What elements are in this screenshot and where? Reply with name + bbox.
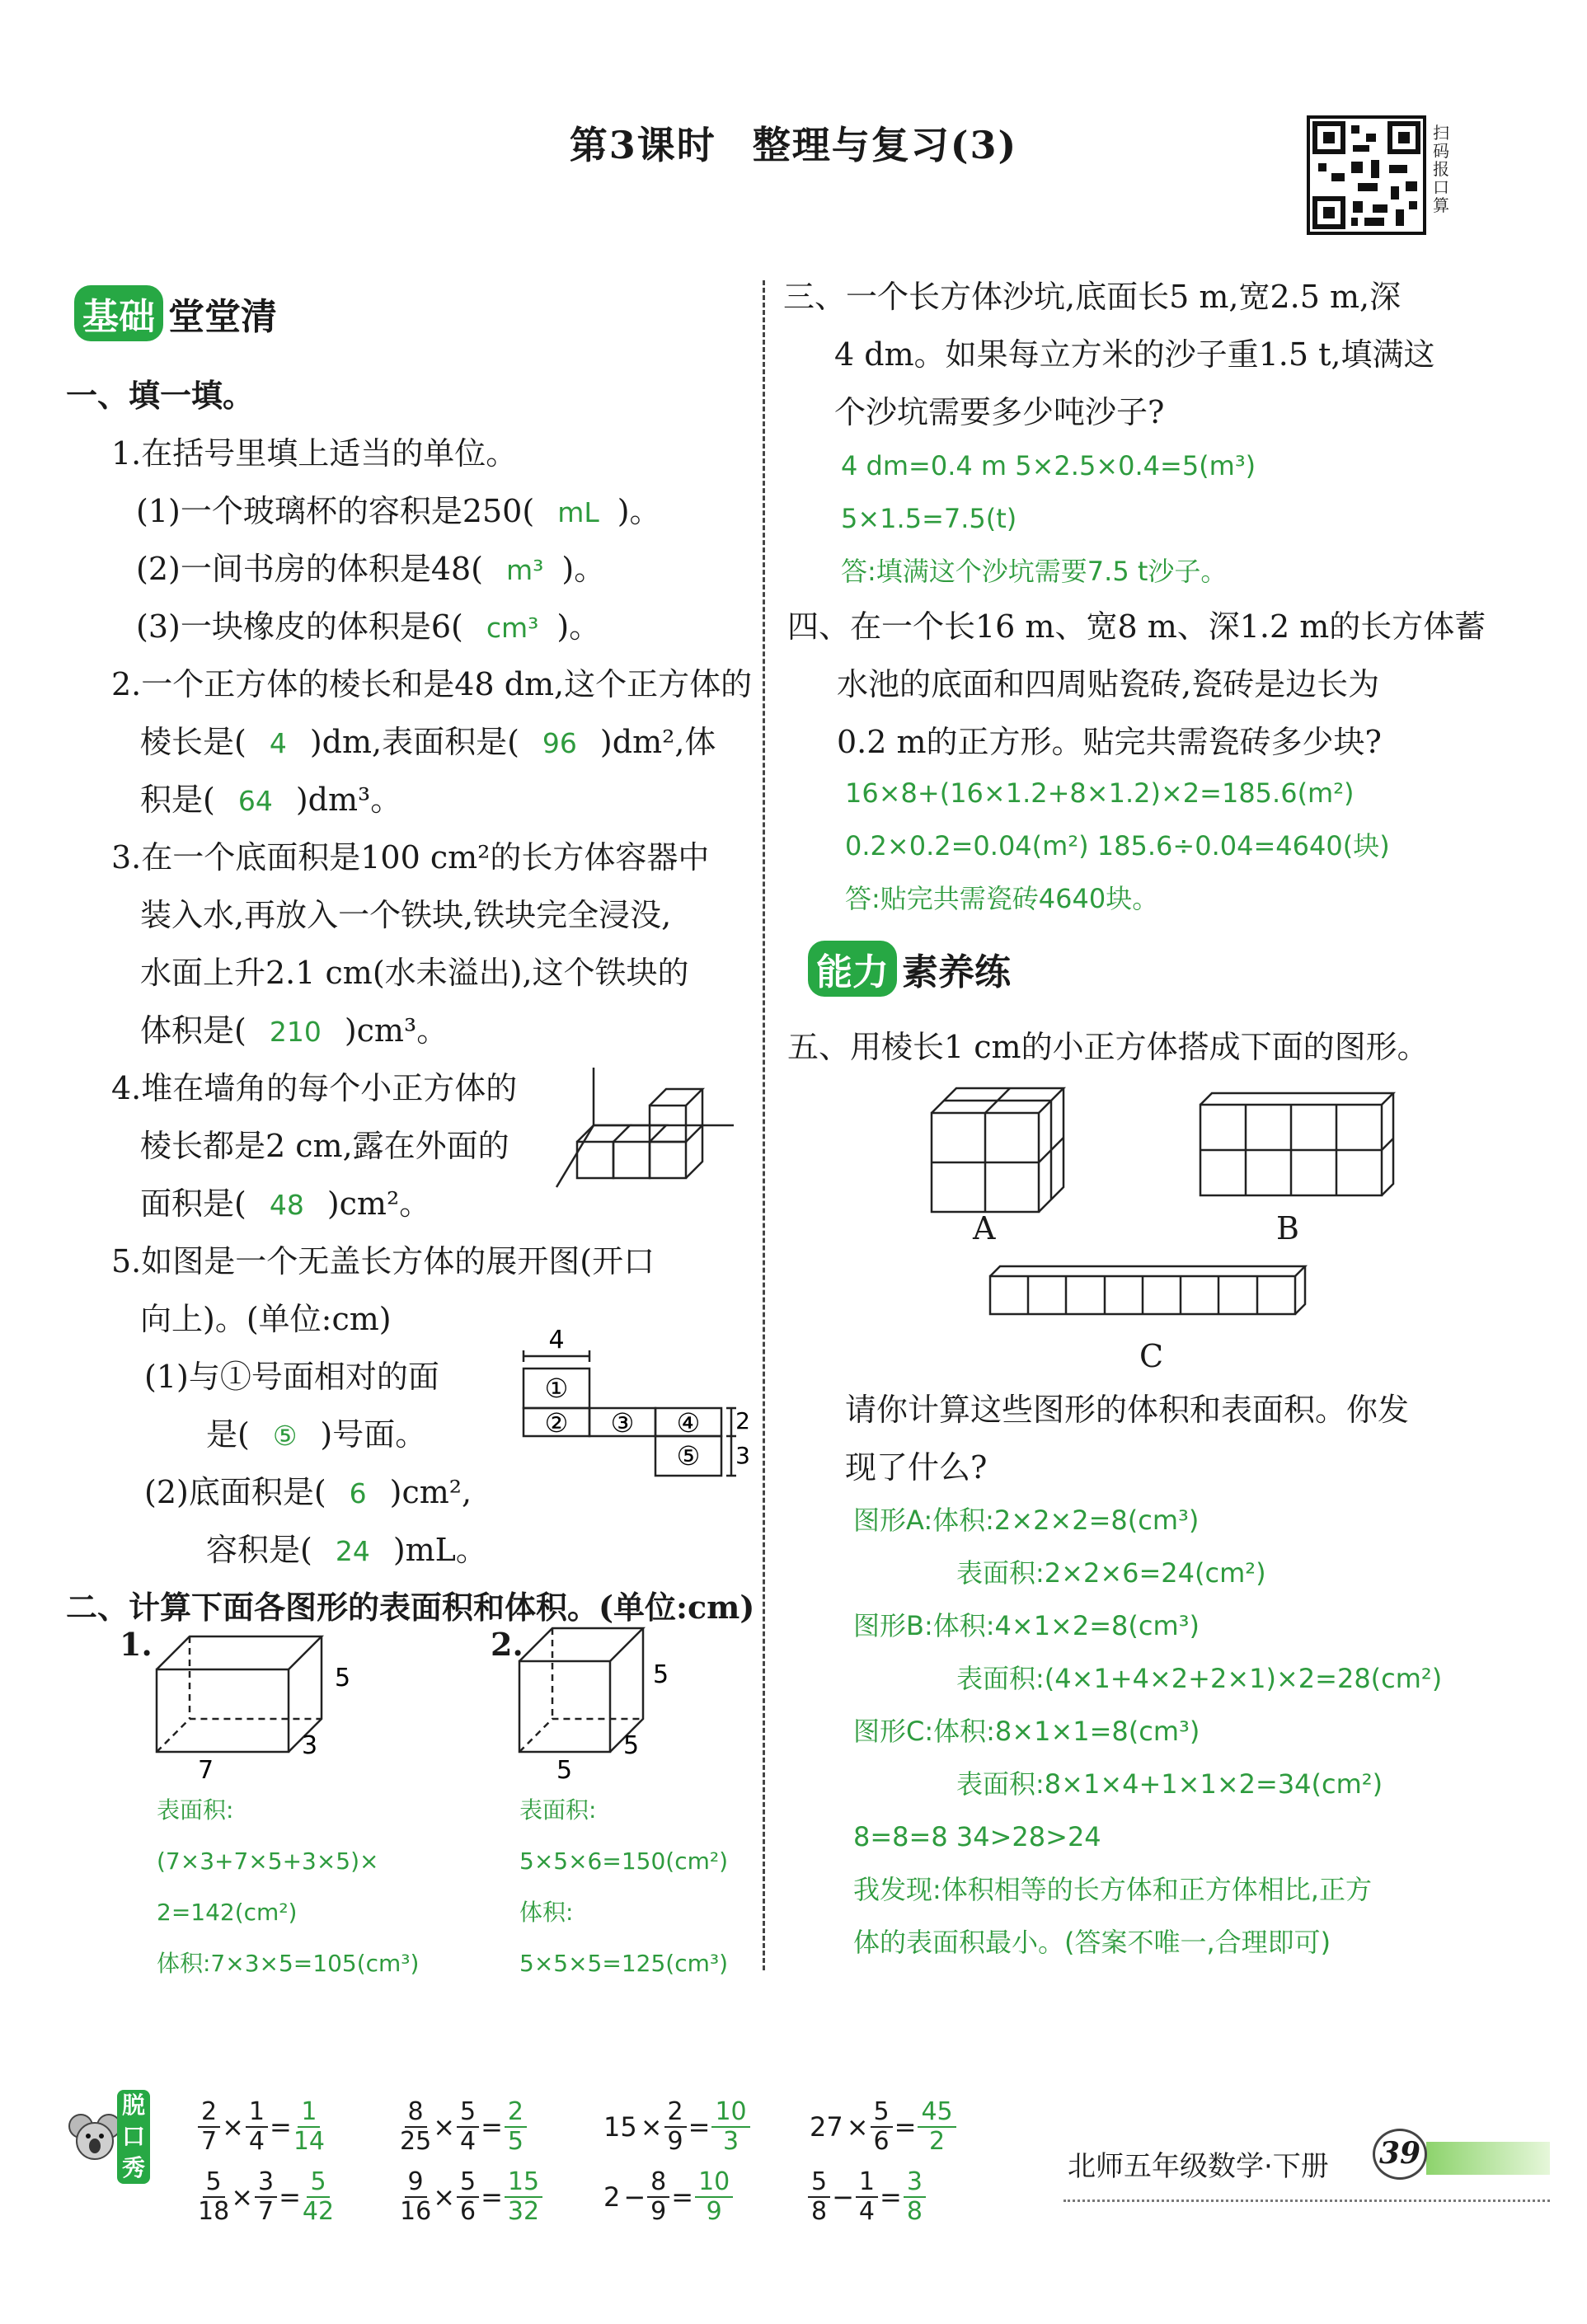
- oral-term: 6: [873, 2127, 890, 2156]
- part-three-answer-1: 4 dm=0.4 m 5×2.5×0.4=5(m³): [841, 450, 1256, 481]
- oral-term: 4: [858, 2197, 875, 2226]
- q2-text-b: )dm,表面积是(: [309, 724, 519, 760]
- oral-term: 16: [400, 2197, 432, 2226]
- q5-text-e: 容积是(: [206, 1532, 312, 1568]
- corner-cubes-figure: [552, 1059, 750, 1200]
- part-five-line1: 五、用棱长1 cm的小正方体搭成下面的图形。: [787, 1029, 1429, 1065]
- q3-text-b: )cm³。: [344, 1012, 448, 1049]
- q1-text: 1.在括号里填上适当的单位。: [111, 435, 518, 472]
- q3-line4: [140, 1002, 448, 1061]
- oral-term: 4: [460, 2127, 477, 2156]
- oral-item-2-2: [400, 2168, 542, 2226]
- part-three-answer-2: 5×1.5=7.5(t): [841, 503, 1017, 534]
- q5-text-b: )号面。: [320, 1416, 427, 1453]
- oral-term: 5: [507, 2127, 524, 2156]
- oral-term: 5: [871, 2098, 893, 2128]
- part-three-line1: 三、一个长方体沙坑,底面长5 m,宽2.5 m,深: [783, 279, 1402, 315]
- figure-a-cube: [923, 1080, 1088, 1220]
- oral-term: 2: [928, 2127, 946, 2156]
- q2-text-d: 积是(: [140, 782, 215, 818]
- oral-term: ×: [222, 2111, 244, 2143]
- qr-code[interactable]: [1307, 115, 1426, 235]
- oral-term: 1: [856, 2168, 878, 2198]
- q1a: [136, 482, 661, 542]
- fig-a-volume: 图形A:体积:2×2×2=8(cm³): [853, 1505, 1200, 1536]
- logo-char-3: 秀: [121, 2154, 145, 2181]
- oral-item-2-3: [602, 2168, 733, 2226]
- fig1-height: 5: [335, 1664, 351, 1693]
- fig-c-volume: 图形C:体积:8×1×1=8(cm³): [853, 1716, 1200, 1747]
- q4-line3: [140, 1175, 430, 1234]
- oral-item-2-4: [808, 2168, 926, 2226]
- q2-text-a: 棱长是(: [140, 724, 247, 760]
- fig1-answer-1: 表面积:: [157, 1796, 234, 1824]
- net-diagram: [515, 1323, 750, 1500]
- oral-term: 5: [457, 2098, 479, 2128]
- koala-icon: [66, 2108, 124, 2166]
- fig2-answer-3: 体积:: [519, 1899, 574, 1926]
- equals-sign: =: [481, 2181, 503, 2213]
- finding-line1: 我发现:体积相等的长方体和正方体相比,正方: [853, 1874, 1372, 1905]
- fig2-width: 5: [623, 1731, 640, 1760]
- part-four-line1: 四、在一个长16 m、宽8 m、深1.2 m的长方体蓄: [787, 608, 1486, 645]
- qr-caption: 扫码报口算: [1433, 123, 1449, 215]
- figure-c-cuboid: [985, 1261, 1315, 1319]
- oral-term: ×: [433, 2111, 455, 2143]
- banner-highlight: 基础: [74, 285, 163, 341]
- fig1-answer-2: (7×3+7×5+3×5)×: [157, 1847, 379, 1875]
- q5-sub3: [206, 1521, 487, 1580]
- q5-text-d: )cm²,: [389, 1474, 472, 1510]
- q5-line2: 向上)。(单位:cm): [140, 1301, 392, 1337]
- oral-term: 15: [603, 2111, 637, 2143]
- q4-text-a: 面积是(: [140, 1185, 247, 1222]
- finding-line2: 体的表面积最小。(答案不唯一,合理即可): [853, 1927, 1331, 1958]
- figure-c-label: C: [1139, 1338, 1164, 1374]
- footer-bar: [1426, 2142, 1550, 2175]
- q1c-answer: cm³: [486, 612, 539, 644]
- oral-term: 15: [505, 2168, 542, 2198]
- q4-answer: 48: [269, 1189, 304, 1221]
- q4-line2: 棱长都是2 cm,露在外面的: [140, 1128, 509, 1164]
- q1b: [136, 540, 605, 599]
- column-divider: [763, 280, 765, 1970]
- banner-text: 堂堂清: [168, 296, 277, 338]
- oral-term: 8: [906, 2197, 923, 2226]
- oral-term: 42: [302, 2197, 335, 2226]
- net-face-2: ②: [544, 1407, 569, 1439]
- fig-b-area: 表面积:(4×1+4×2+2×1)×2=28(cm²): [956, 1663, 1443, 1694]
- oral-term: 7: [258, 2197, 275, 2226]
- oral-term: 7: [201, 2127, 218, 2156]
- oral-term: 18: [198, 2197, 230, 2226]
- oral-term: 2: [603, 2181, 621, 2213]
- oral-term: 6: [460, 2197, 477, 2226]
- oral-item-2-1: [198, 2168, 334, 2226]
- fig2-height: 5: [653, 1660, 669, 1689]
- net-face-5: ⑤: [676, 1440, 701, 1472]
- q2-text-e: )dm³。: [295, 782, 402, 818]
- equals-sign: =: [671, 2181, 694, 2213]
- oral-term: ×: [640, 2111, 663, 2143]
- qr-code-icon: [1310, 119, 1423, 232]
- q2-text-c: )dm²,体: [599, 724, 716, 760]
- oral-term: 5: [457, 2168, 479, 2198]
- oral-item-1-3: [602, 2098, 750, 2156]
- fig-c-area: 表面积:8×1×4+1×1×2=34(cm²): [956, 1768, 1383, 1800]
- figure-b-cuboid: [1195, 1088, 1410, 1204]
- q1c-end: )。: [556, 608, 601, 645]
- q2-answer-edge: 4: [269, 727, 287, 759]
- oral-term: 9: [667, 2127, 683, 2156]
- part-five-question-2: 现了什么?: [845, 1449, 988, 1486]
- cuboid-figure-1: [140, 1620, 354, 1785]
- part-four-line2: 水池的底面和四周贴瓷砖,瓷砖是边长为: [837, 666, 1380, 702]
- net-face-4: ④: [676, 1407, 701, 1439]
- footer-rule: [1063, 2200, 1550, 2202]
- oral-term: 2: [198, 2098, 220, 2128]
- oral-term: 1: [298, 2098, 320, 2128]
- comparison: 8=8=8 34>28>24: [853, 1821, 1101, 1852]
- part-one-heading: 一、填一填。: [66, 377, 255, 414]
- part-two-heading: 二、计算下面各图形的表面积和体积。(单位:cm): [66, 1589, 755, 1626]
- fig-b-volume: 图形B:体积:4×1×2=8(cm³): [853, 1610, 1200, 1641]
- net-label-length: 3: [735, 1442, 750, 1469]
- q1b-text: (2)一间书房的体积是48(: [136, 551, 484, 587]
- fig2-answer-1: 表面积:: [519, 1796, 597, 1824]
- q2-line1: 2.一个正方体的棱长和是48 dm,这个正方体的: [111, 666, 753, 702]
- oral-term: 25: [400, 2127, 432, 2156]
- q1c: [136, 598, 600, 657]
- banner-text: 素养练: [902, 951, 1011, 993]
- part-four-line3: 0.2 m的正方形。贴完共需瓷砖多少块?: [837, 724, 1382, 760]
- q5-text-a: 是(: [206, 1416, 250, 1453]
- net-face-3: ③: [610, 1407, 635, 1439]
- oral-term: 3: [722, 2127, 740, 2156]
- oral-item-1-4: [808, 2098, 956, 2156]
- fig1-length: 7: [198, 1756, 214, 1785]
- q1b-end: )。: [561, 551, 606, 587]
- q3-line3: 水面上升2.1 cm(水未溢出),这个铁块的: [140, 955, 689, 991]
- oral-term: ×: [231, 2181, 253, 2213]
- oral-term: 3: [904, 2168, 926, 2198]
- oral-term: −: [623, 2181, 646, 2213]
- lesson-title: 整理与复习(3): [752, 123, 1018, 167]
- oral-term: 8: [811, 2197, 828, 2226]
- q2-answer-volume: 64: [237, 785, 273, 817]
- equals-sign: =: [270, 2111, 292, 2143]
- fig1-width: 3: [302, 1731, 318, 1760]
- oral-term: 4: [248, 2127, 265, 2156]
- fig-a-area: 表面积:2×2×6=24(cm²): [956, 1557, 1266, 1589]
- q5-answer-face: ⑤: [272, 1420, 298, 1452]
- net-label-width: 4: [548, 1326, 565, 1354]
- fig2-number: 2.: [491, 1626, 524, 1663]
- oral-term: 9: [405, 2168, 427, 2198]
- q1a-answer: mL: [557, 496, 599, 528]
- part-three-line3: 个沙坑需要多少吨沙子?: [834, 394, 1165, 430]
- q5-text-c: (2)底面积是(: [144, 1474, 326, 1510]
- oral-term: 5: [808, 2168, 830, 2198]
- oral-item-1-1: [198, 2098, 325, 2156]
- oral-term: ×: [433, 2181, 455, 2213]
- q3-line2: 装入水,再放入一个铁块,铁块完全浸没,: [140, 897, 672, 933]
- oral-term: 2: [505, 2098, 527, 2128]
- fig2-answer-4: 5×5×5=125(cm³): [519, 1950, 729, 1977]
- q2-line2: [140, 713, 716, 772]
- q1c-text: (3)一块橡皮的体积是6(: [136, 608, 463, 645]
- q5-sub2: [144, 1463, 472, 1523]
- oral-term: 1: [246, 2098, 268, 2128]
- q1b-answer: m³: [506, 554, 544, 586]
- oral-term: 5: [307, 2168, 329, 2198]
- oral-term: 14: [293, 2127, 325, 2156]
- cube-figure-2: [511, 1620, 676, 1785]
- oral-term: 2: [664, 2098, 687, 2128]
- q5-text-f: )mL。: [392, 1532, 487, 1568]
- page-number: 39: [1373, 2129, 1427, 2180]
- oral-item-1-2: [400, 2098, 527, 2156]
- q4-line1: 4.堆在墙角的每个小正方体的: [111, 1070, 518, 1106]
- part-five-question-1: 请你计算这些图形的体积和表面积。你发: [845, 1392, 1410, 1428]
- oral-term: 5: [203, 2168, 225, 2198]
- oral-term: 9: [706, 2197, 722, 2226]
- section-banner-ability: [808, 940, 1011, 998]
- q1a-text: (1)一个玻璃杯的容积是250(: [136, 493, 535, 529]
- equals-sign: =: [279, 2181, 301, 2213]
- section-banner-basic: [74, 284, 277, 342]
- oral-term: 9: [650, 2197, 667, 2226]
- oral-term: 3: [255, 2168, 277, 2198]
- q5-sub1-b: [206, 1406, 426, 1465]
- equals-sign: =: [880, 2181, 902, 2213]
- q2-answer-area: 96: [542, 727, 577, 759]
- q1a-end: )。: [617, 493, 661, 529]
- q5-answer-base: 6: [349, 1477, 367, 1509]
- part-three-line2: 4 dm。如果每立方米的沙子重1.5 t,填满这: [834, 336, 1435, 373]
- part-four-answer-1: 16×8+(16×1.2+8×1.2)×2=185.6(m²): [845, 777, 1355, 809]
- fig1-answer-4: 体积:7×3×5=105(cm³): [157, 1950, 420, 1977]
- lesson-number: 第3课时: [569, 123, 716, 167]
- logo-char-2: 口: [121, 2123, 145, 2150]
- equals-sign: =: [481, 2111, 503, 2143]
- figure-a-label: A: [973, 1210, 996, 1247]
- banner-highlight: 能力: [808, 941, 897, 997]
- fig2-length: 5: [556, 1756, 573, 1785]
- oral-term: ×: [846, 2111, 869, 2143]
- part-four-answer-3: 答:贴完共需瓷砖4640块。: [845, 883, 1159, 914]
- fig1-answer-3: 2=142(cm²): [157, 1899, 298, 1926]
- q3-line1: 3.在一个底面积是100 cm²的长方体容器中: [111, 839, 710, 876]
- oral-term: 32: [507, 2197, 540, 2226]
- net-face-1: ①: [544, 1373, 569, 1404]
- oral-term: 27: [810, 2111, 843, 2143]
- fig2-answer-2: 5×5×6=150(cm²): [519, 1847, 729, 1875]
- equals-sign: =: [688, 2111, 711, 2143]
- oral-term: 8: [647, 2168, 669, 2198]
- oral-term: 10: [695, 2168, 733, 2198]
- oral-term: −: [832, 2181, 854, 2213]
- q5-sub1: (1)与①号面相对的面: [144, 1359, 439, 1395]
- q5-answer-volume: 24: [335, 1535, 370, 1567]
- oral-practice-logo: [66, 2090, 157, 2189]
- oral-term: 45: [918, 2098, 955, 2128]
- equals-sign: =: [894, 2111, 917, 2143]
- q4-text-b: )cm²。: [326, 1185, 431, 1222]
- oral-term: 8: [405, 2098, 427, 2128]
- q5-line1: 5.如图是一个无盖长方体的展开图(开口: [111, 1243, 655, 1279]
- q3-text-a: 体积是(: [140, 1012, 247, 1049]
- book-title: 北师五年级数学·下册: [1068, 2150, 1329, 2183]
- part-four-answer-2: 0.2×0.2=0.04(m²) 185.6÷0.04=4640(块): [845, 830, 1390, 862]
- oral-term: 10: [711, 2098, 749, 2128]
- logo-char-1: 脱: [121, 2092, 145, 2119]
- q3-answer: 210: [269, 1016, 322, 1048]
- figure-b-label: B: [1276, 1210, 1299, 1247]
- part-three-answer-3: 答:填满这个沙坑需要7.5 t沙子。: [841, 556, 1228, 587]
- net-label-height: 2: [735, 1407, 750, 1434]
- q2-line3: [140, 771, 401, 830]
- fig1-number: 1.: [120, 1626, 153, 1663]
